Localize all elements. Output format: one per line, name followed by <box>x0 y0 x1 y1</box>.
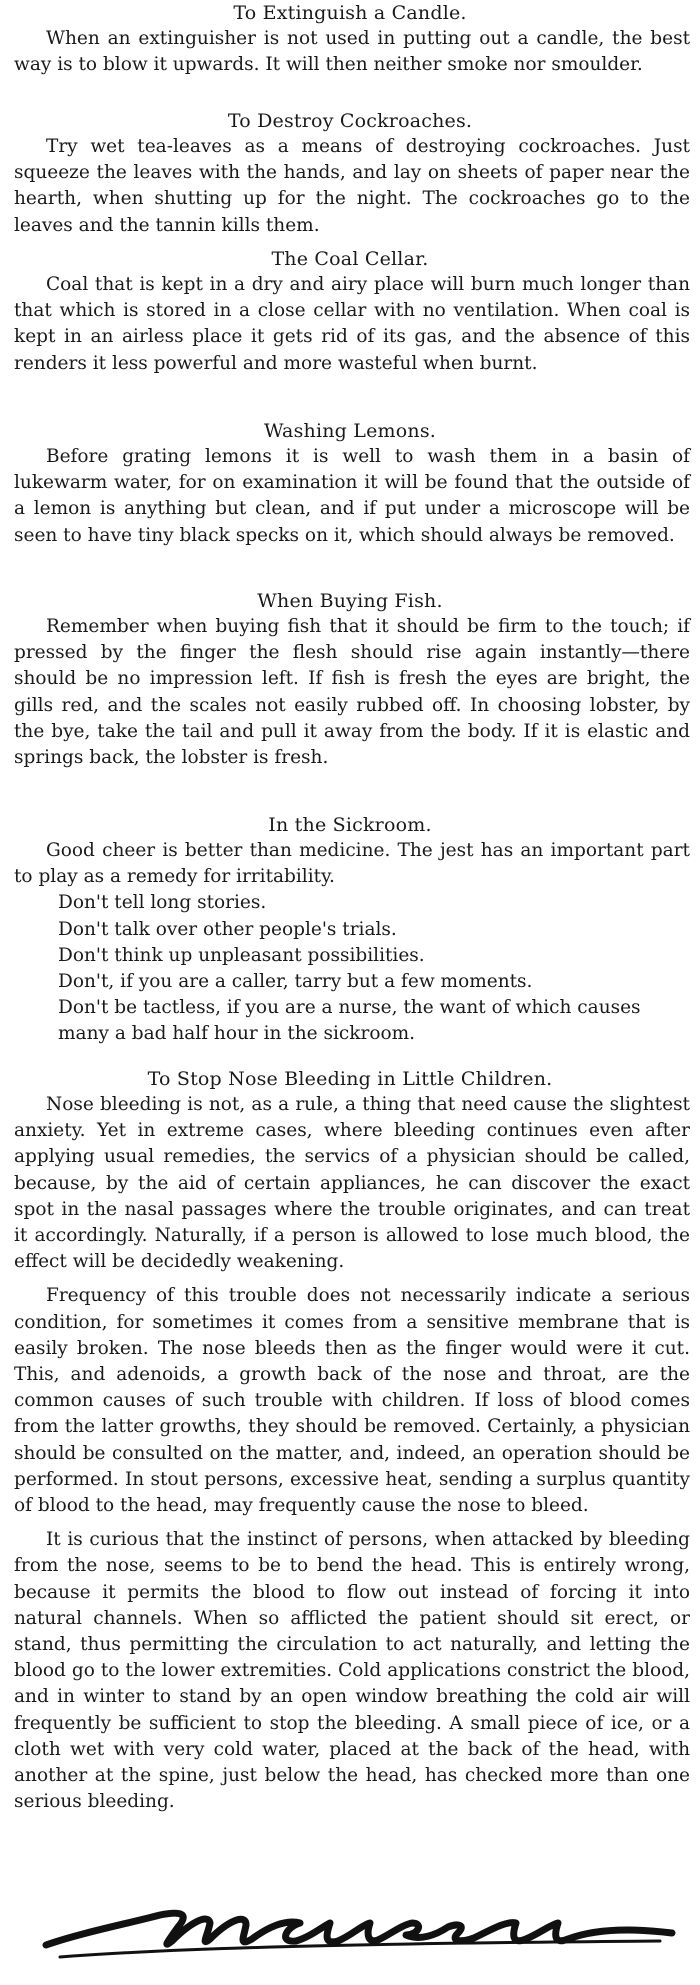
heading-nose-bleeding: To Stop Nose Bleeding in Little Children. <box>147 1068 553 1090</box>
signature <box>40 1883 680 1973</box>
paragraph: It is curious that the instinct of persons, when attacked by bleeding from the nose, seems to be to bend the head. This is entirely wrong, because it permits the blood to flow out instead of forcing it into natural channels. When so afflicted the patient should sit erect, or stand, thus permitting the circulation to act naturally, and letting the blood go to the lower extremities. Cold applications constrict the blood, and in winter to stand by an open window breathing the cold air will frequently be sufficient to stop the bleeding. A small piece of ice, or a cloth wet with very cold water, placed at the back of the head, with another at the spine, just below the head, has checked more than one serious bleeding. <box>14 1529 690 1813</box>
heading-lemons: Washing Lemons. <box>263 420 437 442</box>
paragraph: Remember when buying fish that it should be firm to the touch; if pressed by the finger the flesh should rise again instantly—there should be no impression left. If fish is fresh the eyes are bright, the gills red, and the scales not easily rubbed off. In choosing lobster, by the bye, take the tail and pull it away from the body. If it is elastic and springs back, the lobster is fresh. <box>14 616 690 769</box>
sickroom-list <box>0 890 700 1047</box>
list-item: Don't tell long stories. <box>58 892 267 914</box>
list-item: Don't, if you are a caller, tarry but a few moments. <box>58 971 533 993</box>
list-item: Don't think up unpleasant possibilities. <box>58 944 425 966</box>
heading-fish: When Buying Fish. <box>257 590 443 612</box>
section-nose-bleeding <box>0 1066 700 1815</box>
section-candle <box>0 0 700 78</box>
paragraph: Coal that is kept in a dry and airy place will burn much longer than that which is stored in a close cellar with no ventilation. When coal is kept in an airless place it gets rid of its gas, and the absence of this renders it less powerful and more wasteful when burnt. <box>14 274 690 374</box>
paragraph: When an extinguisher is not used in putting out a candle, the best way is to blow it upwards. It will then neither smoke nor smoulder. <box>14 28 690 76</box>
section-coal-cellar <box>0 246 700 377</box>
heading-sickroom: In the Sickroom. <box>268 814 432 836</box>
paragraph: Nose bleeding is not, as a rule, a thing that need cause the slightest anxiety. Yet in extreme cases, where bleeding continues even after applying usual remedies, the servics of a physician should be called, because, by the aid of certain appliances, he can discover the exact spot in the nasal passages where the trouble originates, and can treat it accordingly. Naturally, if a person is allowed to lose much blood, the effect will be decidedly weakening. <box>14 1094 690 1273</box>
paragraph: Good cheer is better than medicine. The jest has an important part to play as a remedy for irritability. <box>14 840 690 888</box>
paragraph: Try wet tea-leaves as a means of destroying cockroaches. Just squeeze the leaves with the hands, and lay on sheets of paper near the hearth, when shutting up for the night. The cockroaches go to the leaves and the tannin kills them. <box>14 136 690 236</box>
list-item: Don't be tactless, if you are a nurse, the want of which causes many a bad half hour in the sickroom. <box>58 997 641 1045</box>
section-fish <box>0 588 700 771</box>
heading-coal-cellar: The Coal Cellar. <box>271 248 429 270</box>
section-lemons <box>0 418 700 549</box>
heading-candle: To Extinguish a Candle. <box>233 2 467 24</box>
section-cockroaches <box>0 108 700 239</box>
list-item: Don't talk over other people's trials. <box>58 918 397 940</box>
paragraph: Before grating lemons it is well to wash them in a basin of lukewarm water, for on examination it will be found that the outside of a lemon is anything but clean, and if put under a microscope will be seen to have tiny black specks on it, which should always be removed. <box>14 446 690 546</box>
paragraph: Frequency of this trouble does not necessarily indicate a serious condition, for sometimes it comes from a sensitive membrane that is easily broken. The nose bleeds then as the finger would were it cut. This, and adenoids, a growth back of the nose and throat, are the common causes of such trouble with children. If loss of blood comes from the latter growths, they should be removed. Certainly, a physician should be consulted on the matter, and, indeed, an operation should be performed. In stout persons, excessive heat, sending a surplus quantity of blood to the head, may frequently cause the nose to bleed. <box>14 1285 690 1517</box>
heading-cockroaches: To Destroy Cockroaches. <box>227 110 473 132</box>
section-sickroom <box>0 812 700 1048</box>
